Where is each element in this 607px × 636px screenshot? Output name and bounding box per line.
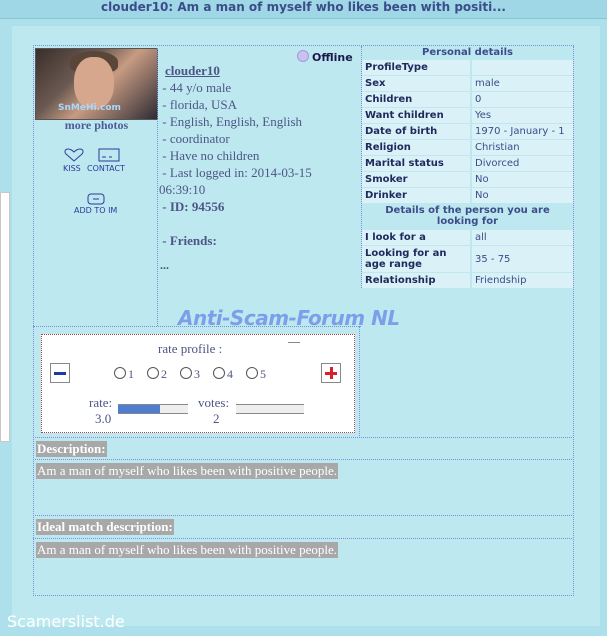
- username-link[interactable]: clouder10: [165, 63, 220, 78]
- last-login-time: 06:39:10: [159, 182, 206, 197]
- row-label: Smoker: [362, 172, 470, 187]
- row-label: Want children: [362, 108, 470, 123]
- rate-value: 3.0: [95, 411, 112, 426]
- row-label: I look for a: [362, 230, 470, 245]
- divider: [33, 515, 572, 516]
- votes-label: votes:: [198, 395, 230, 410]
- left-panel-edge: [0, 192, 10, 442]
- rate-label: rate:: [89, 395, 113, 410]
- row-value: male: [470, 76, 573, 91]
- row-label: Date of birth: [362, 124, 470, 139]
- row-label: Children: [362, 92, 470, 107]
- ideal-match-header: Ideal match description:: [37, 519, 173, 534]
- rate-profile-box: [41, 334, 355, 433]
- photo-watermark: SnMeHi.com: [58, 103, 121, 113]
- row-label: Drinker: [362, 188, 470, 203]
- minus-icon: [54, 372, 66, 375]
- row-value: 1970 - January - 1: [470, 124, 573, 139]
- languages: - English, English, English: [162, 114, 302, 129]
- row-value: Friendship: [470, 273, 573, 288]
- description-header: Description:: [37, 441, 106, 456]
- rating-option-label: 5: [260, 367, 266, 381]
- rating-option-label: 2: [161, 367, 167, 381]
- column-divider: [359, 326, 360, 436]
- chat-icon: [86, 193, 106, 205]
- table-row: [362, 139, 573, 155]
- footer-watermark: Scamerslist.de: [7, 612, 125, 631]
- row-value: Yes: [470, 108, 573, 123]
- rate-down-button[interactable]: [50, 363, 70, 383]
- profile-summary: [159, 62, 359, 249]
- rating-option[interactable]: [114, 367, 134, 381]
- ideal-match-text: Am a man of myself who likes been with positive people.: [37, 542, 338, 557]
- rate-profile-title: rate profile :: [158, 341, 223, 356]
- rating-option-label: 4: [227, 367, 233, 381]
- children-info: - Have no children: [162, 148, 260, 163]
- radio-icon: [114, 367, 126, 379]
- row-value: 35 - 75: [470, 246, 573, 272]
- rating-option[interactable]: [180, 367, 200, 381]
- status-dot-icon: [297, 50, 309, 62]
- row-value: [470, 60, 573, 75]
- last-login: - Last logged in: 2014-03-15: [162, 165, 312, 180]
- votes-bar: [236, 404, 304, 414]
- photo-face: [74, 57, 114, 109]
- divider: [33, 459, 572, 460]
- rate-bar: [118, 404, 188, 414]
- row-value: 0: [470, 92, 573, 107]
- rate-bar-fill: [118, 405, 160, 413]
- table-row: [362, 59, 573, 75]
- rating-option[interactable]: [213, 367, 233, 381]
- row-value: Christian: [470, 140, 573, 155]
- row-value: No: [470, 188, 573, 203]
- row-label: ProfileType: [362, 60, 470, 75]
- location: - florida, USA: [162, 97, 237, 112]
- rating-option[interactable]: [246, 367, 266, 381]
- votes-value: 2: [213, 411, 220, 426]
- plus-icon-bar: [330, 367, 333, 379]
- status-label: Offline: [312, 51, 353, 64]
- radio-icon: [213, 367, 225, 379]
- add-to-im-label: ADD TO IM: [74, 206, 118, 215]
- rating-option[interactable]: [147, 367, 167, 381]
- more-photos-link[interactable]: more photos: [64, 118, 129, 132]
- mail-icon: [98, 148, 120, 162]
- column-divider: [157, 48, 158, 326]
- looking-for-header: Details of the person you are looking for: [362, 203, 573, 229]
- add-to-im-button[interactable]: [72, 192, 120, 216]
- page-title: clouder10: Am a man of myself who likes been with positi...: [0, 0, 607, 19]
- table-row: [362, 123, 573, 139]
- friends-label: - Friends:: [162, 233, 217, 248]
- kiss-label: KISS: [63, 164, 81, 173]
- table-row: [362, 75, 573, 91]
- table-row: [362, 171, 573, 187]
- radio-icon: [246, 367, 258, 379]
- description-text: Am a man of myself who likes been with positive people.: [37, 463, 338, 478]
- friends-more[interactable]: ...: [160, 258, 169, 272]
- rating-option-label: 3: [194, 367, 200, 381]
- table-row: [362, 187, 573, 203]
- row-value: all: [470, 230, 573, 245]
- row-value: No: [470, 172, 573, 187]
- rating-options: [114, 367, 276, 382]
- table-row: [362, 272, 573, 288]
- radio-icon: [180, 367, 192, 379]
- profile-photo[interactable]: [35, 48, 158, 120]
- heart-icon: [64, 148, 84, 162]
- contact-button[interactable]: [87, 148, 131, 172]
- watermark: Anti-Scam-Forum NL: [178, 306, 400, 330]
- table-row: [362, 91, 573, 107]
- table-row: [362, 245, 573, 272]
- divider: [33, 538, 572, 539]
- row-label: Marital status: [362, 156, 470, 171]
- minimize-icon[interactable]: [288, 342, 300, 343]
- personal-details-table: [361, 46, 574, 288]
- row-label: Relationship: [362, 273, 470, 288]
- occupation: - coordinator: [162, 131, 230, 146]
- table-row: [362, 155, 573, 171]
- personal-details-header: Personal details: [362, 46, 573, 59]
- table-row: [362, 107, 573, 123]
- rating-option-label: 1: [128, 367, 134, 381]
- kiss-button[interactable]: [61, 148, 87, 172]
- row-label: Religion: [362, 140, 470, 155]
- divider: [33, 437, 572, 438]
- table-row: [362, 229, 573, 245]
- radio-icon: [147, 367, 159, 379]
- contact-label: CONTACT: [87, 164, 125, 173]
- row-label: Looking for an age range: [362, 246, 470, 272]
- row-value: Divorced: [470, 156, 573, 171]
- row-label: Sex: [362, 76, 470, 91]
- age: - 44 y/o male: [162, 80, 232, 95]
- rate-up-button[interactable]: [321, 363, 341, 383]
- profile-id: - ID: 94556: [162, 199, 225, 214]
